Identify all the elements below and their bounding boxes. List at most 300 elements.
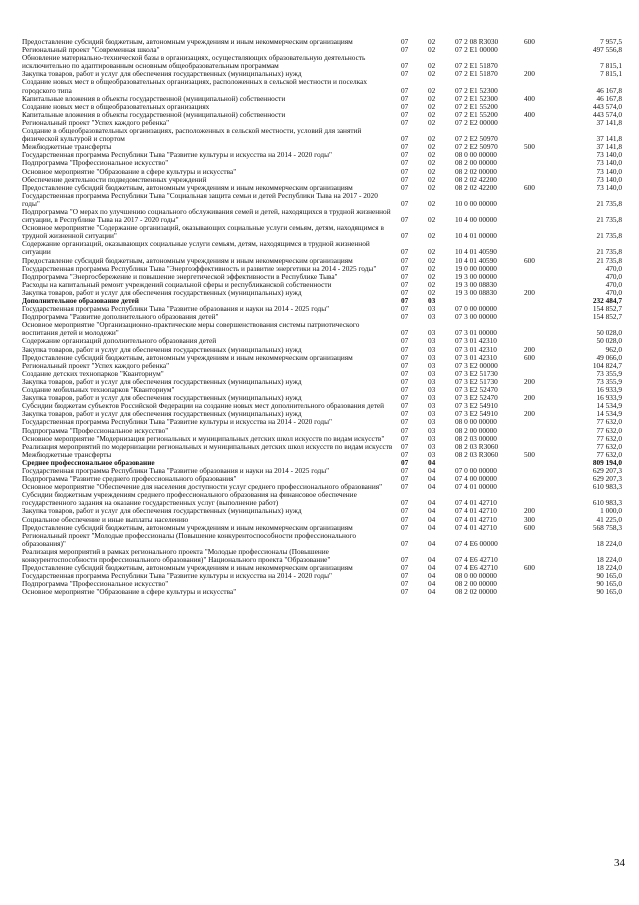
row-subsection-code: 03 [428,328,436,338]
row-subsection-code: 04 [428,475,436,484]
row-subsection-code: 03 [428,377,436,386]
row-amount: 77 632,0 [596,442,622,451]
row-target-item-code: 08 2 00 00000 [455,580,497,589]
row-section-code: 07 [401,450,409,459]
row-amount: 73 355,9 [596,377,622,386]
row-name: Социальное обеспечение и иные выплаты населению [22,515,189,524]
table-row [22,532,622,548]
row-expense-type-code [524,176,552,184]
table-row [22,548,622,564]
row-expense-type-code: 400 [524,110,535,119]
row-target-item-code [455,297,524,305]
table-row [22,70,622,78]
row-amount: 443 574,0 [592,102,622,111]
row-subsection-code: 02 [428,231,436,241]
row-target-item-code: 07 3 E2 54910 [455,402,498,411]
row-subsection-code: 02 [428,38,436,46]
row-subsection-code: 03 [428,402,436,411]
row-subsection-code: 02 [428,256,436,265]
row-amount: 232 484,7 [592,297,622,305]
row-name: Подпрограмма "Развитие дополнительного образования детей" [22,313,219,322]
row-target-item-code: 07 4 01 00000 [455,483,497,492]
row-expense-type-code [524,305,552,313]
row-target-item-code: 08 2 03 R3060 [455,450,499,459]
row-subsection-code: 02 [428,272,436,281]
table-row [22,378,622,386]
row-target-item-code: 07 4 01 42710 [455,498,497,508]
table-row [22,184,622,192]
row-amount: 49 066,0 [596,353,622,362]
row-expense-type-code [524,224,552,240]
table-row [22,491,622,507]
row-name: Государственная программа Республики Тыва "Социальная защита семьи и детей Республики Тыва на 2017 - 2020 годы" [22,191,378,208]
row-section-code: 07 [401,313,409,322]
row-target-item-code: 07 3 00 00000 [455,313,497,322]
row-target-item-code: 07 2 E1 52300 [455,85,498,95]
table-row [22,159,622,167]
row-subsection-code: 02 [428,94,436,103]
table-row [22,507,622,515]
row-amount: 629 207,3 [592,466,622,475]
row-amount: 470,0 [605,264,622,273]
row-target-item-code: 08 2 03 00000 [455,434,497,443]
row-subsection-code: 02 [428,288,436,297]
row-amount: 77 632,0 [596,450,622,459]
row-amount: 1 000,0 [600,507,622,516]
row-expense-type-code: 200 [524,507,535,516]
row-expense-type-code: 400 [524,94,535,103]
row-subsection-code: 03 [428,442,436,451]
table-row [22,143,622,151]
row-target-item-code: 07 3 E2 00000 [455,361,498,370]
row-target-item-code: 08 0 00 00000 [455,418,497,427]
row-section-code: 07 [401,337,409,346]
row-section-code: 07 [401,538,409,548]
row-target-item-code: 07 4 E6 42710 [455,564,498,573]
row-subsection-code: 04 [428,555,436,564]
row-expense-type-code [524,427,552,435]
row-section-code: 07 [401,466,409,475]
row-amount: 21 735,8 [596,231,622,241]
row-target-item-code: 07 2 E2 50970 [455,143,498,152]
row-target-item-code: 08 2 02 42200 [455,175,497,184]
table-row [22,451,622,459]
table-row [22,459,622,467]
row-target-item-code: 07 0 00 00000 [455,466,497,475]
row-target-item-code: 07 3 E2 52470 [455,386,498,395]
row-name: Предоставление субсидий бюджетным, автономным учреждениям и иным некоммерческим организациям [22,523,353,532]
row-name: Среднее профессиональное образование [22,458,155,467]
table-row [22,224,622,240]
row-section-code: 07 [401,256,409,265]
row-subsection-code: 02 [428,85,436,95]
row-target-item-code: 08 2 03 R3060 [455,442,499,451]
row-section-code: 07 [401,498,409,508]
row-section-code: 07 [401,94,409,103]
row-target-item-code: 07 2 E1 51870 [455,70,498,79]
row-name: Субсидии бюджетным учреждениям среднего профессионального образования на финансовое обеспечение государственного задания на оказание государственных услуг (выполнение работ) [22,491,357,508]
table-row [22,151,622,159]
table-row [22,273,622,281]
row-section-code: 07 [401,183,409,192]
row-name: Обновление материально-технической базы в организациях, осуществляющих образовательную деятельность исключительно по адаптированным основным общеобразовательным программам [22,54,366,71]
row-name: Государственная программа Республики Тыва "Энергоэффективность и развитие энергетики на 2014 - 2025 годы" [22,264,377,273]
row-subsection-code: 02 [428,167,436,176]
row-expense-type-code [524,103,552,111]
row-name: Региональный проект "Успех каждого ребенка" [22,361,170,370]
row-amount: 470,0 [605,272,622,281]
row-target-item-code: 10 0 00 00000 [455,198,497,208]
table-row [22,588,622,596]
table-row [22,516,622,524]
row-target-item-code: 08 2 00 00000 [455,159,497,168]
row-name: Государственная программа Республики Тыва "Развитие образования и науки на 2014 - 2025 годы" [22,466,330,475]
row-amount: 7 815,1 [600,70,622,79]
row-subsection-code: 03 [428,386,436,395]
row-target-item-code: 07 3 E2 52470 [455,394,498,403]
row-name: Государственная программа Республики Тыва "Развитие культуры и искусства на 2014 - 2020 годы" [22,151,332,160]
row-expense-type-code [524,467,552,475]
table-row [22,346,622,354]
row-expense-type-code: 200 [524,288,535,297]
row-expense-type-code [524,548,552,564]
row-name: Региональный проект "Успех каждого ребенка" [22,118,170,127]
table-row [22,240,622,256]
row-target-item-code: 07 3 01 42310 [455,337,497,346]
row-expense-type-code [524,443,552,451]
row-target-item-code: 10 4 01 40590 [455,256,497,265]
row-subsection-code: 04 [428,515,436,524]
row-section-code: 07 [401,377,409,386]
row-amount: 90 165,0 [596,572,622,581]
row-name: Основное мероприятие "Образование в сфере культуры и искусства" [22,588,237,597]
row-name: Закупка товаров, работ и услуг для обеспечения государственных (муниципальных) нужд [22,288,302,297]
row-name: Предоставление субсидий бюджетным, автономным учреждениям и иным некоммерческим организациям [22,183,353,192]
row-section-code: 07 [401,61,409,71]
row-expense-type-code [524,168,552,176]
row-name: Межбюджетные трансферты [22,450,112,459]
row-section-code: 07 [401,458,409,467]
table-row [22,176,622,184]
row-subsection-code: 04 [428,498,436,508]
row-subsection-code: 03 [428,313,436,322]
row-target-item-code: 08 0 00 00000 [455,151,497,160]
row-amount: 77 632,0 [596,434,622,443]
row-section-code: 07 [401,564,409,573]
row-expense-type-code [524,78,552,94]
row-name: Подпрограмма "Профессиональное искусство" [22,580,169,589]
table-row [22,127,622,143]
table-row [22,483,622,491]
row-name: Реализация мероприятий по модернизации региональных и муниципальных детских школ искусств по видам искусств [22,442,393,451]
row-amount: 21 735,8 [596,247,622,257]
row-target-item-code: 07 2 E1 00000 [455,46,498,55]
row-subsection-code: 04 [428,564,436,573]
row-section-code: 07 [401,143,409,152]
row-target-item-code: 07 4 E6 42710 [455,555,498,564]
row-amount: 16 933,9 [596,394,622,403]
row-expense-type-code [524,127,552,143]
budget-table [22,38,622,596]
row-section-code: 07 [401,134,409,144]
row-name: Закупка товаров, работ и услуг для обеспечения государственных (муниципальных) нужд [22,410,302,419]
row-amount: 21 735,8 [596,256,622,265]
row-target-item-code: 07 3 E2 51730 [455,377,498,386]
row-subsection-code: 02 [428,215,436,225]
row-expense-type-code: 200 [524,345,535,354]
row-expense-type-code: 200 [524,377,535,386]
table-row [22,410,622,418]
row-expense-type-code: 200 [524,394,535,403]
row-expense-type-code [524,475,552,483]
row-section-code: 07 [401,272,409,281]
table-row [22,208,622,224]
table-row [22,46,622,54]
row-amount: 46 167,8 [596,94,622,103]
row-expense-type-code [524,386,552,394]
row-section-code: 07 [401,507,409,516]
row-target-item-code: 19 0 00 00000 [455,264,497,273]
row-subsection-code: 03 [428,369,436,378]
table-row [22,394,622,402]
table-row [22,289,622,297]
row-section-code: 07 [401,288,409,297]
row-section-code: 07 [401,361,409,370]
row-name: Основное мероприятие "Содержание организаций, оказывающих социальные услуги семьям, детям, находящимся в трудной жизненной ситуации" [22,224,384,241]
row-name: Государственная программа Республики Тыва "Развитие культуры и искусства на 2014 - 2020 годы" [22,418,332,427]
row-section-code: 07 [401,167,409,176]
row-subsection-code: 03 [428,337,436,346]
row-section-code: 07 [401,442,409,451]
row-subsection-code: 04 [428,507,436,516]
row-amount: 14 534,9 [596,402,622,411]
row-name: Государственная программа Республики Тыва "Развитие образования и науки на 2014 - 2025 годы" [22,305,330,314]
row-subsection-code: 02 [428,110,436,119]
row-name: Основное мероприятие "Образование в сфере культуры и искусства" [22,167,237,176]
row-section-code: 07 [401,394,409,403]
row-name: Дополнительное образование детей [22,297,139,305]
row-section-code: 07 [401,418,409,427]
row-target-item-code: 10 4 01 40590 [455,247,497,257]
row-expense-type-code: 600 [524,256,535,265]
row-name: Региональный проект "Современная школа" [22,46,160,55]
row-subsection-code: 02 [428,61,436,71]
row-section-code: 07 [401,402,409,411]
row-section-code: 07 [401,264,409,273]
row-subsection-code: 03 [428,297,436,305]
row-amount: 77 632,0 [596,426,622,435]
table-row [22,265,622,273]
row-name: Подпрограмма "Профессиональное искусство" [22,159,169,168]
row-amount: 470,0 [605,288,622,297]
row-section-code: 07 [401,151,409,160]
row-target-item-code: 07 4 00 00000 [455,475,497,484]
row-name: Капитальные вложения в объекты государственной (муниципальной) собственности [22,94,286,103]
row-expense-type-code [524,337,552,345]
row-name: Межбюджетные трансферты [22,143,112,152]
row-amount: 50 028,0 [596,337,622,346]
table-row [22,111,622,119]
row-name: Закупка товаров, работ и услуг для обеспечения государственных (муниципальных) нужд [22,507,302,516]
table-row [22,305,622,313]
row-name: Закупка товаров, работ и услуг для обеспечения государственных (муниципальных) нужд [22,70,302,79]
row-target-item-code: 07 4 01 42710 [455,523,497,532]
row-target-item-code: 07 3 01 42310 [455,353,497,362]
row-amount: 16 933,9 [596,386,622,395]
row-section-code: 07 [401,38,409,46]
table-row [22,402,622,410]
table-row [22,362,622,370]
row-target-item-code: 07 4 01 42710 [455,507,497,516]
row-subsection-code: 02 [428,151,436,160]
row-expense-type-code [524,435,552,443]
row-expense-type-code [524,580,552,588]
row-amount: 21 735,8 [596,198,622,208]
row-expense-type-code [524,572,552,580]
row-subsection-code: 02 [428,159,436,168]
row-target-item-code: 07 2 08 R3030 [455,38,499,46]
row-expense-type-code [524,321,552,337]
row-amount: 73 140,0 [596,151,622,160]
row-expense-type-code [524,46,552,54]
row-name: Создание новых мест в общеобразовательных организациях, расположенных в сельской местности и поселках городского типа [22,78,367,95]
row-name: Создание детских технопарков "Кванториум" [22,369,164,378]
row-name: Подпрограмма "Развитие среднего профессионального образования" [22,475,237,484]
table-row [22,354,622,362]
row-expense-type-code: 500 [524,450,535,459]
row-subsection-code: 02 [428,264,436,273]
row-expense-type-code [524,240,552,256]
row-amount: 73 140,0 [596,175,622,184]
table-row [22,418,622,426]
row-name: Предоставление субсидий бюджетным, автономным учреждениям и иным некоммерческим организациям [22,564,353,573]
row-subsection-code: 03 [428,434,436,443]
row-expense-type-code [524,192,552,208]
table-row [22,564,622,572]
row-section-code: 07 [401,369,409,378]
row-name: Основное мероприятие "Организационно-практические меры совершенствования системы патриотического воспитания детей и молодежи" [22,321,360,338]
row-target-item-code [455,459,524,467]
table-row [22,580,622,588]
row-subsection-code: 03 [428,450,436,459]
row-expense-type-code [524,418,552,426]
table-row [22,427,622,435]
row-target-item-code: 07 2 E2 00000 [455,118,498,127]
row-amount: 14 534,9 [596,410,622,419]
row-amount: 104 824,7 [592,361,622,370]
row-name: Подпрограмма "Профессиональное искусство" [22,426,169,435]
row-subsection-code: 03 [428,418,436,427]
row-section-code: 07 [401,580,409,589]
row-target-item-code: 07 2 E2 50970 [455,134,498,144]
row-target-item-code: 07 3 E2 54910 [455,410,498,419]
row-subsection-code: 02 [428,247,436,257]
row-target-item-code: 07 3 E2 51730 [455,369,498,378]
row-name: Основное мероприятие "Модернизация региональных и муниципальных детских школ искусств по видам искусств" [22,434,385,443]
row-name: Содержание организаций, оказывающих социальные услуги семьям, детям, находящимся в трудной жизненной ситуации [22,240,370,257]
row-name: Предоставление субсидий бюджетным, автономным учреждениям и иным некоммерческим организациям [22,353,353,362]
row-name: Расходы на капитальный ремонт учреждений социальной сферы и республиканской собственности [22,280,332,289]
row-amount: 37 141,8 [596,143,622,152]
table-row [22,119,622,127]
row-expense-type-code: 600 [524,523,535,532]
row-amount: 46 167,8 [596,85,622,95]
row-expense-type-code [524,588,552,596]
row-expense-type-code: 600 [524,353,535,362]
row-expense-type-code [524,370,552,378]
row-name: Подпрограмма "Энергосбережение и повышение энергетической эффективности в Республике Тыва" [22,272,338,281]
row-expense-type-code [524,532,552,548]
row-section-code: 07 [401,175,409,184]
row-section-code: 07 [401,231,409,241]
row-amount: 154 852,7 [592,305,622,314]
table-row [22,443,622,451]
row-target-item-code: 08 2 00 00000 [455,426,497,435]
row-amount: 610 983,3 [592,483,622,492]
row-target-item-code: 07 2 E1 52300 [455,94,498,103]
row-name: Подпрограмма "О мерах по улучшению социального обслуживания семей и детей, находящихся в трудной жизненной ситуации, в Республике Тыва на 2017 - 2020 годы" [22,207,391,225]
table-row [22,475,622,483]
row-expense-type-code [524,265,552,273]
row-target-item-code: 07 2 E1 55200 [455,110,498,119]
row-name: Предоставление субсидий бюджетным, автономным учреждениям и иным некоммерческим организациям [22,256,353,265]
row-section-code: 07 [401,328,409,338]
table-row [22,386,622,394]
row-amount: 809 194,0 [592,458,622,467]
row-subsection-code: 04 [428,580,436,589]
row-target-item-code: 07 4 E6 00000 [455,538,498,548]
row-section-code: 07 [401,102,409,111]
row-amount: 962,0 [605,345,622,354]
row-amount: 629 207,3 [592,475,622,484]
budget-table-body [22,38,622,596]
table-row [22,78,622,94]
row-amount: 610 983,3 [592,498,622,508]
row-amount: 497 556,8 [592,46,622,55]
row-subsection-code: 02 [428,280,436,289]
table-row [22,435,622,443]
row-expense-type-code: 500 [524,143,535,152]
row-expense-type-code [524,297,552,305]
row-subsection-code: 03 [428,305,436,314]
row-subsection-code: 02 [428,70,436,79]
row-name: Создание мобильных технопарков "Кванториум" [22,386,175,395]
row-name: Закупка товаров, работ и услуг для обеспечения государственных (муниципальных) нужд [22,377,302,386]
row-expense-type-code: 600 [524,183,535,192]
row-section-code: 07 [401,475,409,484]
row-name: Предоставление субсидий бюджетным, автономным учреждениям и иным некоммерческим организациям [22,38,353,46]
row-amount: 568 758,3 [592,523,622,532]
row-amount: 41 225,0 [596,515,622,524]
table-row [22,95,622,103]
row-section-code: 07 [401,110,409,119]
row-amount: 7 815,1 [600,61,622,71]
row-expense-type-code [524,459,552,467]
table-row [22,313,622,321]
row-target-item-code: 07 3 01 42310 [455,345,497,354]
row-expense-type-code [524,119,552,127]
row-amount: 470,0 [605,280,622,289]
row-subsection-code: 04 [428,458,436,467]
row-subsection-code: 04 [428,588,436,597]
row-section-code: 07 [401,85,409,95]
row-amount: 73 140,0 [596,183,622,192]
row-target-item-code: 10 4 00 00000 [455,215,497,225]
row-expense-type-code [524,313,552,321]
row-subsection-code: 02 [428,143,436,152]
row-name: Обеспечение деятельности подведомственных учреждений [22,175,207,184]
row-name: Основное мероприятие "Обеспечение для населения доступности услуг среднего профессионального образования" [22,483,383,492]
